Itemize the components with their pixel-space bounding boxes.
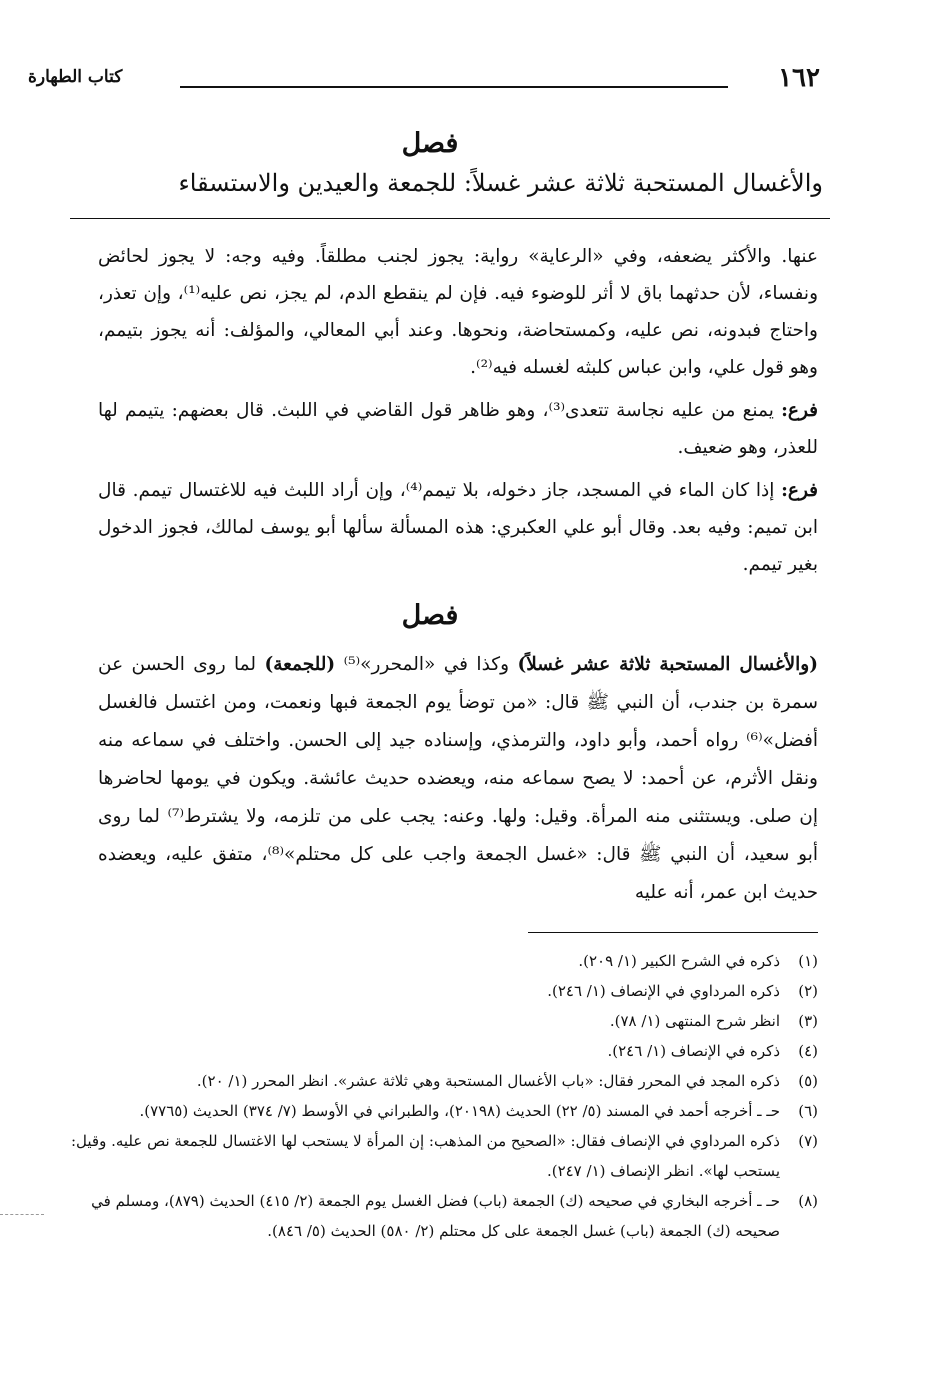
section-heading-1: فصل bbox=[401, 128, 459, 159]
matn-quote-1: (والأغسال المستحبة ثلاثة عشر غسلاً) bbox=[517, 654, 818, 675]
footnote: (١) ذكره في الشرح الكبير (١/ ٢٠٩). bbox=[578, 952, 818, 970]
scan-mark bbox=[0, 1214, 44, 1215]
jumua-text: لما روى الحسن عن سمرة بن جندب، أن النبي ﷺ قال: «من توضأ يوم الجمعة فبها ونعمت، ومن اغتسل فالغسل أفضل»⁽⁶⁾ رواه أحمد، وأبو داود، والترمذي، وإسناده جيد إلى الحسن. واختلف في سماعه منه ونقل الأثرم، عن أحمد: لا يصح سماعه منه، ويعضده حديث عائشة. ويكون في يومها لحاضرها إن صلى. ويستثنى منه المرأة. وقيل: ولها. وعنه: يجب على من تلزمه، ولا يشترط⁽⁷⁾ لما روى أبو سعيد، أن النبي ﷺ قال: «غسل الجمعة واجب على كل محتلم»⁽⁸⁾، متفق عليه، ويعضده حديث ابن عمر، أنه عليه bbox=[98, 654, 819, 903]
header-rule bbox=[180, 86, 728, 88]
commentary-block-2 bbox=[98, 646, 818, 918]
paragraph-far-2 bbox=[98, 472, 818, 583]
paragraph-1: عنها. والأكثر يضعفه، وفي «الرعاية» رواية: يجوز لجنب مطلقاً. وفيه وجه: لا يجوز لحائض ونفساء، لأن حدثهما باق لا أثر للوضوء فيه. فإن لم ينقطع الدم، لم يجز، نص عليه⁽¹⁾، وإن تعذر، واحتاج فبدونه، نص عليه، وكمستحاضة، ونحوها. وعند أبي المعالي، والمؤلف: أنه يجوز بتيمم، وهو قول علي، وابن عباس كلبثه لغسله فيه⁽²⁾. bbox=[98, 246, 818, 378]
running-header bbox=[28, 62, 820, 96]
section-heading-2: فصل bbox=[401, 600, 459, 631]
footnote: (٣) انظر شرح المنتهى (١/ ٧٨). bbox=[609, 1012, 818, 1030]
footnote: (٨) حـ ـ أخرجه البخاري في صحيحه (ك) الجمعة (باب) فضل الغسل يوم الجمعة (٢/ ٤١٥) الحديث (٨٧٩)، ومسلم في صحيحه (ك) الجمعة (باب) غسل الجمعة على كل محتلم (٢/ ٥٨٠) الحديث (٥/ ٨٤٦). bbox=[91, 1192, 818, 1240]
paragraph-jumua bbox=[98, 646, 818, 912]
footnote-separator bbox=[528, 932, 818, 933]
commentary-block-1 bbox=[98, 238, 818, 589]
footnote: (٤) ذكره في الإنصاف (١/ ٢٤٦). bbox=[607, 1042, 818, 1060]
footnote: (٥) ذكره المجد في المحرر فقال: «باب الأغسال المستحبة وهي ثلاثة عشر». انظر المحرر (١/ ٢٠). bbox=[196, 1072, 818, 1090]
footnote: (٧) ذكره المرداوي في الإنصاف فقال: «الصحيح من المذهب: إن المرأة لا يستحب لها الاغتسال للجمعة نص عليه. وقيل: يستحب لها». انظر الإنصاف (١/ ٢٤٧). bbox=[70, 1132, 818, 1180]
footnotes bbox=[48, 946, 818, 1246]
far-label-2: فرع: bbox=[781, 480, 818, 501]
matn-rule bbox=[70, 218, 830, 219]
matn-ref: وكذا في «المحرر»⁽⁵⁾ bbox=[335, 654, 518, 675]
footnote: (٦) حـ ـ أخرجه أحمد في المسند (٥/ ٢٢) الحديث (٢٠١٩٨)، والطبراني في الأوسط (٧/ ٣٧٤) الحديث (٧٧٦٥). bbox=[139, 1102, 818, 1120]
matn-text: والأغسال المستحبة ثلاثة عشر غسلاً: للجمعة والعيدين والاستسقاء bbox=[178, 169, 823, 197]
page-number: ١٦٢ bbox=[778, 63, 820, 93]
matn-quote-2: (للجمعة) bbox=[264, 654, 336, 675]
far-text-2: إذا كان الماء في المسجد، جاز دخوله، بلا تيمم⁽⁴⁾، وإن أراد اللبث فيه للاغتسال تيمم. قال ابن تميم: وفيه بعد. وقال أبو علي العكبري: هذه المسألة سألها أبو يوسف لمالك، فجوز الدخول بغير تيمم. bbox=[98, 480, 818, 575]
footnote: (٢) ذكره المرداوي في الإنصاف (١/ ٢٤٦). bbox=[547, 982, 818, 1000]
paragraph-far-1 bbox=[98, 392, 818, 466]
far-label-1: فرع: bbox=[781, 400, 818, 421]
far-text-1: يمنع من عليه نجاسة تتعدى⁽³⁾، وهو ظاهر قول القاضي في اللبث. قال بعضهم: يتيمم لها للعذر، وهو ضعيف. bbox=[98, 400, 818, 458]
book-title: كتاب الطهارة bbox=[28, 67, 123, 87]
